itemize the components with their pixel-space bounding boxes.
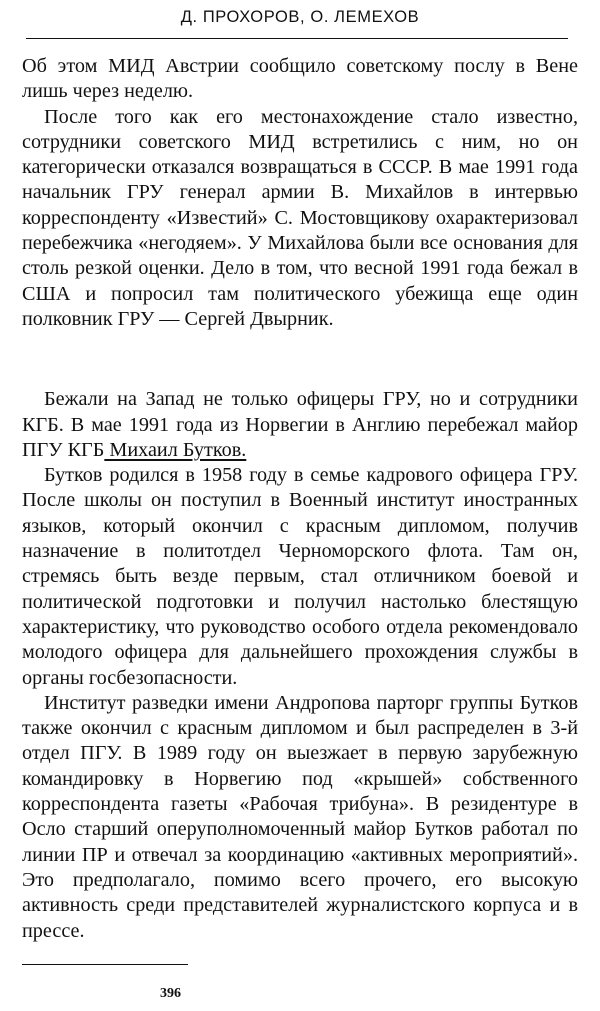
footer-rule xyxy=(22,964,188,965)
underlined-name: Михаил Бутков. xyxy=(104,438,247,461)
section-gap xyxy=(22,332,578,387)
book-page xyxy=(22,0,578,1011)
paragraph-2: После того как его местонахождение стало известно, сотрудники советского МИД встретились с ним, но он категорически отказался возвращаться в СССР. В мае 1991 года начальник ГРУ генерал армии В. Михайлов в интервью корреспонденту «Известий» С. Мостовщикову охарактеризовал перебежчика «негодяем». У Михайлова были все основания для столь резкой оценки. Дело в том, что весной 1991 года бежал в США и попросил там политического убежища еще один полковник ГРУ — Сергей Двырник. xyxy=(22,105,578,330)
paragraph-3 xyxy=(22,387,578,463)
paragraph-1: Об этом МИД Австрии сообщило советскому послу в Вене лишь через неделю. xyxy=(22,55,578,103)
paragraph-4: Бутков родился в 1958 году в семье кадрового офицера ГРУ. После школы он поступил в Военный институт иностранных языков, который окончил с красным дипломом, получив назначение в политотдел Черноморского флота. Там он, стремясь быть везде первым, стал отличником боевой и политической подготовки и получил настолько блестящую характеристику, что руководство особого отдела рекомендовало молодого офицера для дальнейшего прохождения службы в органы госбезопасности. xyxy=(22,464,578,689)
page-number: 396 xyxy=(160,986,181,1001)
paragraph-3-text: Бежали на Запад не только офицеры ГРУ, но и сотрудники КГБ. В мае 1991 года из Норвегии в Англию перебежал майор ПГУ КГБ xyxy=(22,388,578,461)
running-head: Д. ПРОХОРОВ, О. ЛЕМЕХОВ xyxy=(180,8,420,26)
body-text xyxy=(22,54,578,944)
header-rule xyxy=(26,38,568,39)
paragraph-5: Институт разведки имени Андропова парторг группы Бутков также окончил с красным дипломом и был распределен в 3-й отдел ПГУ. В 1989 году он выезжает в первую зарубежную командировку в Норвегию под «крышей» собственного корреспондента газеты «Рабочая трибуна». В резидентуре в Осло старший оперуполномоченный майор Бутков работал по линии ПР и отвечал за координацию «активных мероприятий». Это предполагало, помимо всего прочего, его высокую активность среди представителей журналистского корпуса и в прессе. xyxy=(22,691,578,942)
